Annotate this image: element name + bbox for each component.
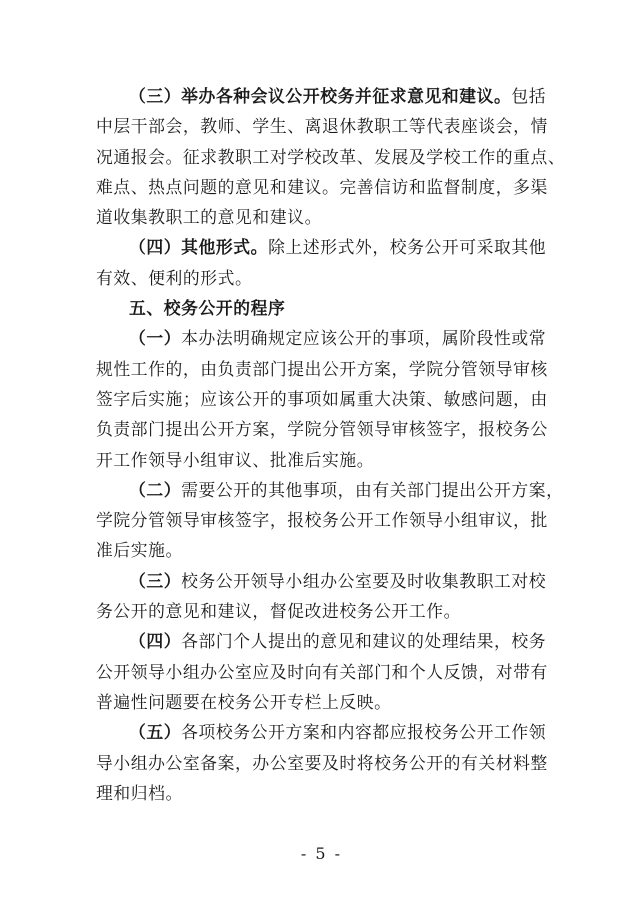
- paragraph-line: （四）各部门个人提出的意见和建议的处理结果，校务: [129, 631, 547, 652]
- paragraph-line: （一）本办法明确规定应该公开的事项，属阶段性或常: [129, 328, 547, 349]
- paragraph-line: （三）举办各种会议公开校务并征求意见和建议。包括: [129, 86, 547, 106]
- section-heading-text: 五、校务公开的程序: [129, 298, 286, 319]
- paragraph-lead: （一）: [129, 328, 182, 349]
- paragraph-other-forms: [96, 232, 549, 293]
- paragraph-lead: （三）: [129, 570, 182, 591]
- paragraph-line: 规性工作的，由负责部门提出公开方案，学院分管领导审核: [96, 358, 548, 379]
- paragraph-line: 道收集教职工的意见和建议。: [96, 207, 322, 228]
- paragraph-line: 公开领导小组办公室应及时向有关部门和个人反馈，对带有: [96, 661, 548, 682]
- paragraph-meetings: [96, 81, 566, 232]
- paragraph-lead: （四）其他形式。: [129, 237, 269, 258]
- paragraph-line: （五）各项校务公开方案和内容都应报校务公开工作领: [129, 722, 547, 743]
- paragraph-line: 有效、便利的形式。: [96, 267, 253, 288]
- paragraph-line: 开工作领导小组审议、批准后实施。: [96, 449, 375, 470]
- paragraph-line: 中层干部会，教师、学生、离退休教职工等代表座谈会，情: [96, 116, 548, 137]
- paragraph-line: （三）校务公开领导小组办公室要及时收集教职工对校: [129, 570, 547, 591]
- paragraph-line: 普遍性问题要在校务公开专栏上反映。: [96, 691, 392, 712]
- document-body: [96, 81, 566, 808]
- paragraph-lead: （二）: [129, 479, 182, 500]
- paragraph-line: 理和归档。: [96, 782, 183, 803]
- paragraph-lead: （四）: [129, 631, 182, 652]
- paragraph-line: （二）需要公开的其他事项，由有关部门提出公开方案，: [129, 479, 564, 500]
- paragraph-procedure-5: [96, 717, 549, 808]
- paragraph-line: 况通报会。征求教职工对学校改革、发展及学校工作的重点、: [96, 146, 566, 167]
- paragraph-line: 学院分管领导审核签字，报校务公开工作领导小组审议，批: [96, 510, 548, 531]
- paragraph-line: 难点、热点问题的意见和建议。完善信访和监督制度，多渠: [96, 176, 548, 197]
- paragraph-line: 务公开的意见和建议，督促改进校务公开工作。: [96, 601, 462, 622]
- paragraph-line: （四）其他形式。除上述形式外，校务公开可采取其他: [129, 237, 547, 258]
- paragraph-line: 导小组办公室备案，办公室要及时将校务公开的有关材料整: [96, 752, 548, 773]
- paragraph-lead: （三）举办各种会议公开校务并征求意见和建议。: [129, 86, 512, 106]
- paragraph-procedure-4: [96, 626, 549, 717]
- paragraph-lead: （五）: [129, 722, 182, 743]
- page-number: - 5 -: [300, 844, 343, 863]
- paragraph-procedure-2: [96, 475, 564, 566]
- paragraph-line: 负责部门提出公开方案，学院分管领导审核签字，报校务公: [96, 419, 548, 440]
- paragraph-procedure-1: [96, 323, 549, 474]
- paragraph-line: 准后实施。: [96, 540, 183, 561]
- paragraph-procedure-3: [96, 566, 549, 627]
- paragraph-line: 签字后实施；应该公开的事项如属重大决策、敏感问题，由: [96, 388, 548, 409]
- section-heading: [96, 293, 549, 323]
